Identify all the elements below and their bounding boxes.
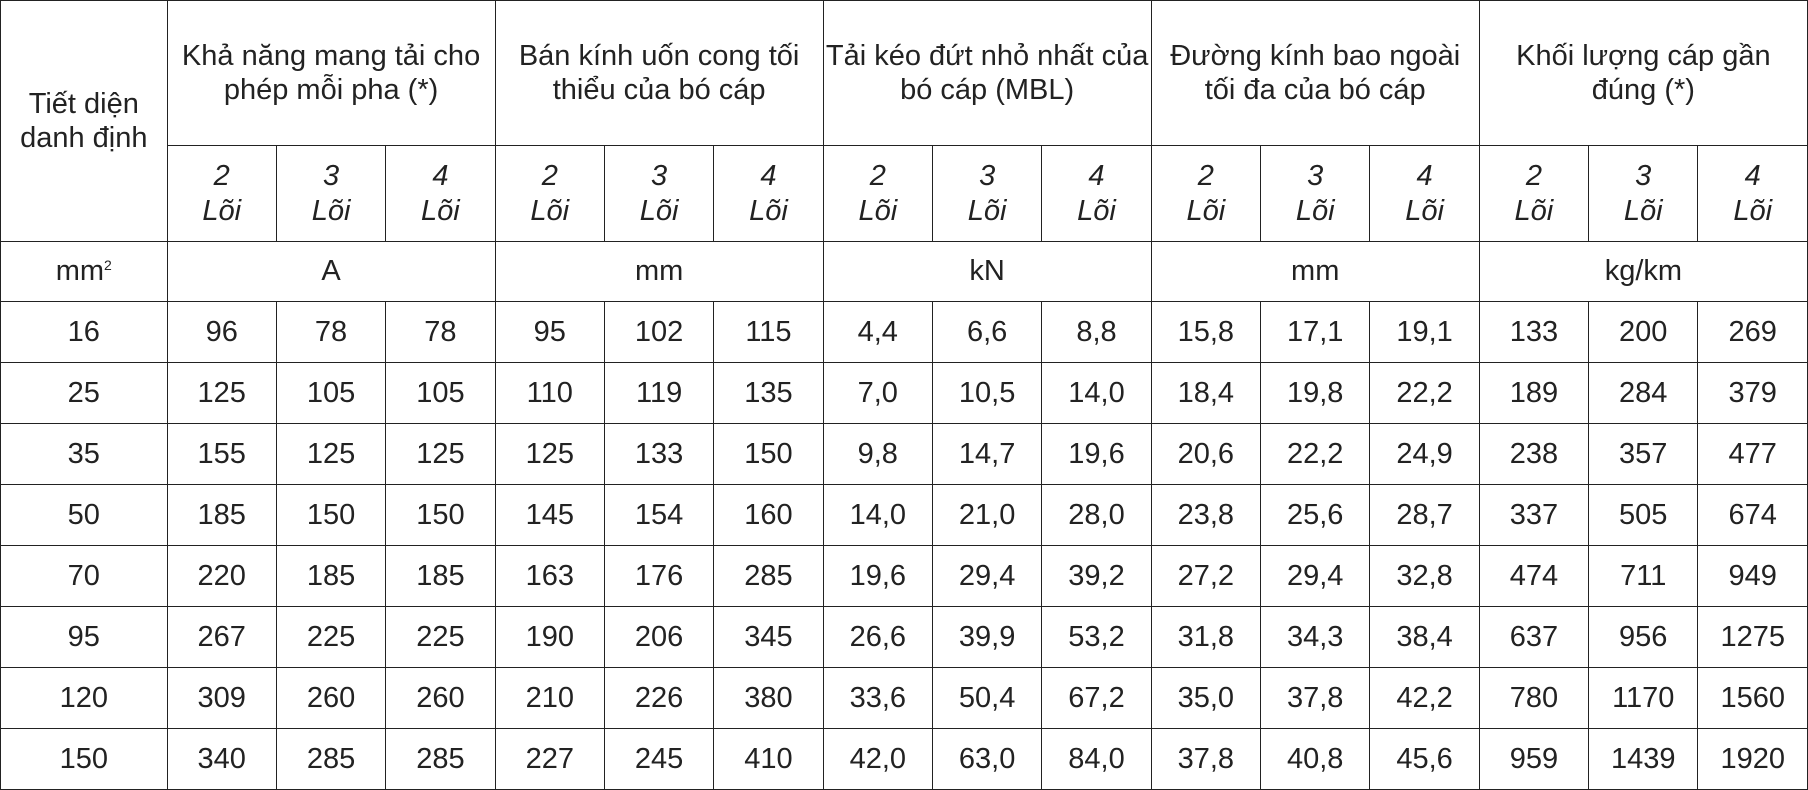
table-cell: 189 bbox=[1479, 363, 1588, 424]
core-label: Lõi bbox=[1405, 194, 1444, 227]
table-cell: 24,9 bbox=[1370, 424, 1479, 485]
table-cell: 284 bbox=[1589, 363, 1698, 424]
table-cell: 9,8 bbox=[823, 424, 932, 485]
table-cell: 39,2 bbox=[1042, 546, 1151, 607]
table-cell: 226 bbox=[604, 668, 713, 729]
table-cell: 210 bbox=[495, 668, 604, 729]
table-cell: 125 bbox=[276, 424, 385, 485]
table-cell: 477 bbox=[1698, 424, 1808, 485]
table-cell: 23,8 bbox=[1151, 485, 1260, 546]
table-cell: 474 bbox=[1479, 546, 1588, 607]
table-cell: 25,6 bbox=[1261, 485, 1370, 546]
core-count: 2 bbox=[1525, 160, 1542, 193]
group-header-current-capacity: Khả năng mang tải cho phép mỗi pha (*) bbox=[167, 1, 495, 146]
table-cell: 285 bbox=[386, 729, 495, 790]
table-cell: 135 bbox=[714, 363, 823, 424]
table-cell: 949 bbox=[1698, 546, 1808, 607]
core-label: Lõi bbox=[1514, 194, 1554, 227]
table-cell: 34,3 bbox=[1261, 607, 1370, 668]
table-row bbox=[1, 668, 1808, 729]
table-cell: 102 bbox=[604, 302, 713, 363]
cell-section: 120 bbox=[1, 668, 168, 729]
table-cell: 150 bbox=[276, 485, 385, 546]
core-label: Lõi bbox=[1295, 194, 1335, 227]
core-label: Lõi bbox=[1077, 194, 1116, 227]
core-count: 4 bbox=[1744, 160, 1761, 193]
unit-current-capacity: A bbox=[167, 242, 495, 302]
core-count: 4 bbox=[1416, 160, 1433, 193]
table-cell: 6,6 bbox=[932, 302, 1041, 363]
table-cell: 31,8 bbox=[1151, 607, 1260, 668]
table-row bbox=[1, 546, 1808, 607]
table-cell: 119 bbox=[604, 363, 713, 424]
table-cell: 42,2 bbox=[1370, 668, 1479, 729]
core-count: 2 bbox=[541, 160, 558, 193]
table-cell: 42,0 bbox=[823, 729, 932, 790]
table-cell: 145 bbox=[495, 485, 604, 546]
table-cell: 125 bbox=[495, 424, 604, 485]
table-cell: 22,2 bbox=[1370, 363, 1479, 424]
core-label: Lõi bbox=[967, 194, 1007, 227]
group-header-outer-diameter: Đường kính bao ngoài tối đa của bó cáp bbox=[1151, 1, 1479, 146]
core-header-2-group-2 bbox=[823, 146, 932, 242]
table-cell: 50,4 bbox=[932, 668, 1041, 729]
unit-section-exponent: 2 bbox=[104, 257, 112, 274]
unit-section-base: mm bbox=[55, 255, 105, 288]
table-cell: 1920 bbox=[1698, 729, 1808, 790]
core-count: 4 bbox=[1088, 160, 1105, 193]
table-cell: 160 bbox=[714, 485, 823, 546]
core-label: Lõi bbox=[530, 194, 570, 227]
table-cell: 309 bbox=[167, 668, 276, 729]
table-cell: 190 bbox=[495, 607, 604, 668]
table-cell: 238 bbox=[1479, 424, 1588, 485]
table-cell: 21,0 bbox=[932, 485, 1041, 546]
core-label: Lõi bbox=[749, 194, 788, 227]
table-cell: 780 bbox=[1479, 668, 1588, 729]
table-cell: 14,7 bbox=[932, 424, 1041, 485]
table-cell: 110 bbox=[495, 363, 604, 424]
table-cell: 1439 bbox=[1589, 729, 1698, 790]
core-header-4-group-4 bbox=[1698, 146, 1808, 242]
table-cell: 125 bbox=[386, 424, 495, 485]
table-cell: 18,4 bbox=[1151, 363, 1260, 424]
table-row bbox=[1, 302, 1808, 363]
table-cell: 28,7 bbox=[1370, 485, 1479, 546]
table-cell: 185 bbox=[276, 546, 385, 607]
table-cell: 185 bbox=[386, 546, 495, 607]
table-cell: 133 bbox=[604, 424, 713, 485]
core-header-2-group-4 bbox=[1479, 146, 1588, 242]
core-count: 2 bbox=[1197, 160, 1214, 193]
unit-outer-diameter: mm bbox=[1151, 242, 1479, 302]
table-cell: 7,0 bbox=[823, 363, 932, 424]
table-cell: 45,6 bbox=[1370, 729, 1479, 790]
table-cell: 285 bbox=[714, 546, 823, 607]
cell-section: 95 bbox=[1, 607, 168, 668]
table-cell: 1560 bbox=[1698, 668, 1808, 729]
table-cell: 227 bbox=[495, 729, 604, 790]
table-cell: 39,9 bbox=[932, 607, 1041, 668]
core-label: Lõi bbox=[858, 194, 898, 227]
core-header-4-group-3 bbox=[1370, 146, 1479, 242]
table-cell: 26,6 bbox=[823, 607, 932, 668]
unit-bending-radius: mm bbox=[495, 242, 823, 302]
core-header-3-group-1 bbox=[604, 146, 713, 242]
table-cell: 337 bbox=[1479, 485, 1588, 546]
table-cell: 267 bbox=[167, 607, 276, 668]
cell-section: 25 bbox=[1, 363, 168, 424]
table-cell: 154 bbox=[604, 485, 713, 546]
table-cell: 674 bbox=[1698, 485, 1808, 546]
table-cell: 379 bbox=[1698, 363, 1808, 424]
core-label: Lõi bbox=[1733, 194, 1773, 227]
table-cell: 115 bbox=[714, 302, 823, 363]
core-header-3-group-4 bbox=[1589, 146, 1698, 242]
table-cell: 14,0 bbox=[823, 485, 932, 546]
core-count: 3 bbox=[1307, 160, 1324, 193]
table-row bbox=[1, 729, 1808, 790]
table-cell: 32,8 bbox=[1370, 546, 1479, 607]
table-cell: 260 bbox=[386, 668, 495, 729]
table-cell: 8,8 bbox=[1042, 302, 1151, 363]
table-cell: 155 bbox=[167, 424, 276, 485]
core-label: Lõi bbox=[639, 194, 679, 227]
table-cell: 67,2 bbox=[1042, 668, 1151, 729]
core-header-2-group-1 bbox=[495, 146, 604, 242]
table-cell: 17,1 bbox=[1261, 302, 1370, 363]
table-cell: 285 bbox=[276, 729, 385, 790]
table-cell: 22,2 bbox=[1261, 424, 1370, 485]
table-cell: 260 bbox=[276, 668, 385, 729]
table-cell: 19,8 bbox=[1261, 363, 1370, 424]
core-count: 2 bbox=[213, 160, 230, 193]
table-cell: 29,4 bbox=[932, 546, 1041, 607]
core-header-3-group-0 bbox=[276, 146, 385, 242]
table-cell: 33,6 bbox=[823, 668, 932, 729]
table-cell: 14,0 bbox=[1042, 363, 1151, 424]
table-cell: 340 bbox=[167, 729, 276, 790]
core-header-4-group-0 bbox=[386, 146, 495, 242]
table-cell: 637 bbox=[1479, 607, 1588, 668]
cell-section: 50 bbox=[1, 485, 168, 546]
table-cell: 1275 bbox=[1698, 607, 1808, 668]
table-row bbox=[1, 363, 1808, 424]
table-cell: 345 bbox=[714, 607, 823, 668]
table-cell: 269 bbox=[1698, 302, 1808, 363]
unit-cable-weight: kg/km bbox=[1479, 242, 1807, 302]
table-row bbox=[1, 424, 1808, 485]
table-cell: 1170 bbox=[1589, 668, 1698, 729]
table-cell: 96 bbox=[167, 302, 276, 363]
unit-section bbox=[1, 242, 168, 302]
core-label: Lõi bbox=[1623, 194, 1663, 227]
row-header-section: Tiết diện danh định bbox=[1, 1, 168, 242]
core-label: Lõi bbox=[202, 194, 242, 227]
table-cell: 28,0 bbox=[1042, 485, 1151, 546]
table-cell: 206 bbox=[604, 607, 713, 668]
table-cell: 956 bbox=[1589, 607, 1698, 668]
table-cell: 37,8 bbox=[1261, 668, 1370, 729]
table-cell: 63,0 bbox=[932, 729, 1041, 790]
table-cell: 84,0 bbox=[1042, 729, 1151, 790]
table-cell: 505 bbox=[1589, 485, 1698, 546]
header-row-groups bbox=[1, 1, 1808, 146]
table-cell: 105 bbox=[386, 363, 495, 424]
header-row-cores bbox=[1, 146, 1808, 242]
table-cell: 4,4 bbox=[823, 302, 932, 363]
core-count: 3 bbox=[1635, 160, 1652, 193]
core-header-3-group-3 bbox=[1261, 146, 1370, 242]
table-cell: 150 bbox=[386, 485, 495, 546]
core-count: 4 bbox=[760, 160, 777, 193]
core-header-2-group-0 bbox=[167, 146, 276, 242]
table-cell: 245 bbox=[604, 729, 713, 790]
table-cell: 225 bbox=[386, 607, 495, 668]
core-count: 2 bbox=[869, 160, 886, 193]
table-cell: 19,6 bbox=[1042, 424, 1151, 485]
table-cell: 163 bbox=[495, 546, 604, 607]
table-cell: 185 bbox=[167, 485, 276, 546]
table-row bbox=[1, 607, 1808, 668]
core-count: 3 bbox=[651, 160, 668, 193]
cell-section: 35 bbox=[1, 424, 168, 485]
cell-section: 150 bbox=[1, 729, 168, 790]
core-header-4-group-1 bbox=[714, 146, 823, 242]
table-cell: 78 bbox=[386, 302, 495, 363]
table-cell: 959 bbox=[1479, 729, 1588, 790]
units-row bbox=[1, 242, 1808, 302]
unit-breaking-load: kN bbox=[823, 242, 1151, 302]
table-cell: 19,6 bbox=[823, 546, 932, 607]
table-cell: 35,0 bbox=[1151, 668, 1260, 729]
core-header-4-group-2 bbox=[1042, 146, 1151, 242]
core-label: Lõi bbox=[311, 194, 351, 227]
table-cell: 125 bbox=[167, 363, 276, 424]
core-label: Lõi bbox=[1186, 194, 1226, 227]
table-cell: 200 bbox=[1589, 302, 1698, 363]
table-cell: 380 bbox=[714, 668, 823, 729]
table-cell: 95 bbox=[495, 302, 604, 363]
table-cell: 133 bbox=[1479, 302, 1588, 363]
core-count: 4 bbox=[432, 160, 449, 193]
core-header-2-group-3 bbox=[1151, 146, 1260, 242]
table-cell: 15,8 bbox=[1151, 302, 1260, 363]
core-count: 3 bbox=[322, 160, 340, 193]
table-cell: 176 bbox=[604, 546, 713, 607]
table-cell: 29,4 bbox=[1261, 546, 1370, 607]
table-cell: 53,2 bbox=[1042, 607, 1151, 668]
table-cell: 150 bbox=[714, 424, 823, 485]
group-header-cable-weight: Khối lượng cáp gần đúng (*) bbox=[1479, 1, 1807, 146]
table-cell: 357 bbox=[1589, 424, 1698, 485]
table-cell: 10,5 bbox=[932, 363, 1041, 424]
table-cell: 40,8 bbox=[1261, 729, 1370, 790]
table-cell: 220 bbox=[167, 546, 276, 607]
table-cell: 20,6 bbox=[1151, 424, 1260, 485]
table-cell: 711 bbox=[1589, 546, 1698, 607]
table-cell: 38,4 bbox=[1370, 607, 1479, 668]
cell-section: 16 bbox=[1, 302, 168, 363]
table-cell: 105 bbox=[276, 363, 385, 424]
cell-section: 70 bbox=[1, 546, 168, 607]
core-label: Lõi bbox=[421, 194, 460, 227]
table-cell: 78 bbox=[276, 302, 385, 363]
group-header-bending-radius: Bán kính uốn cong tối thiểu của bó cáp bbox=[495, 1, 823, 146]
table-cell: 37,8 bbox=[1151, 729, 1260, 790]
table-cell: 410 bbox=[714, 729, 823, 790]
group-header-breaking-load: Tải kéo đứt nhỏ nhất của bó cáp (MBL) bbox=[823, 1, 1151, 146]
core-header-3-group-2 bbox=[932, 146, 1041, 242]
table-cell: 27,2 bbox=[1151, 546, 1260, 607]
table-cell: 225 bbox=[276, 607, 385, 668]
core-count: 3 bbox=[979, 160, 996, 193]
table-cell: 19,1 bbox=[1370, 302, 1479, 363]
table-row bbox=[1, 485, 1808, 546]
